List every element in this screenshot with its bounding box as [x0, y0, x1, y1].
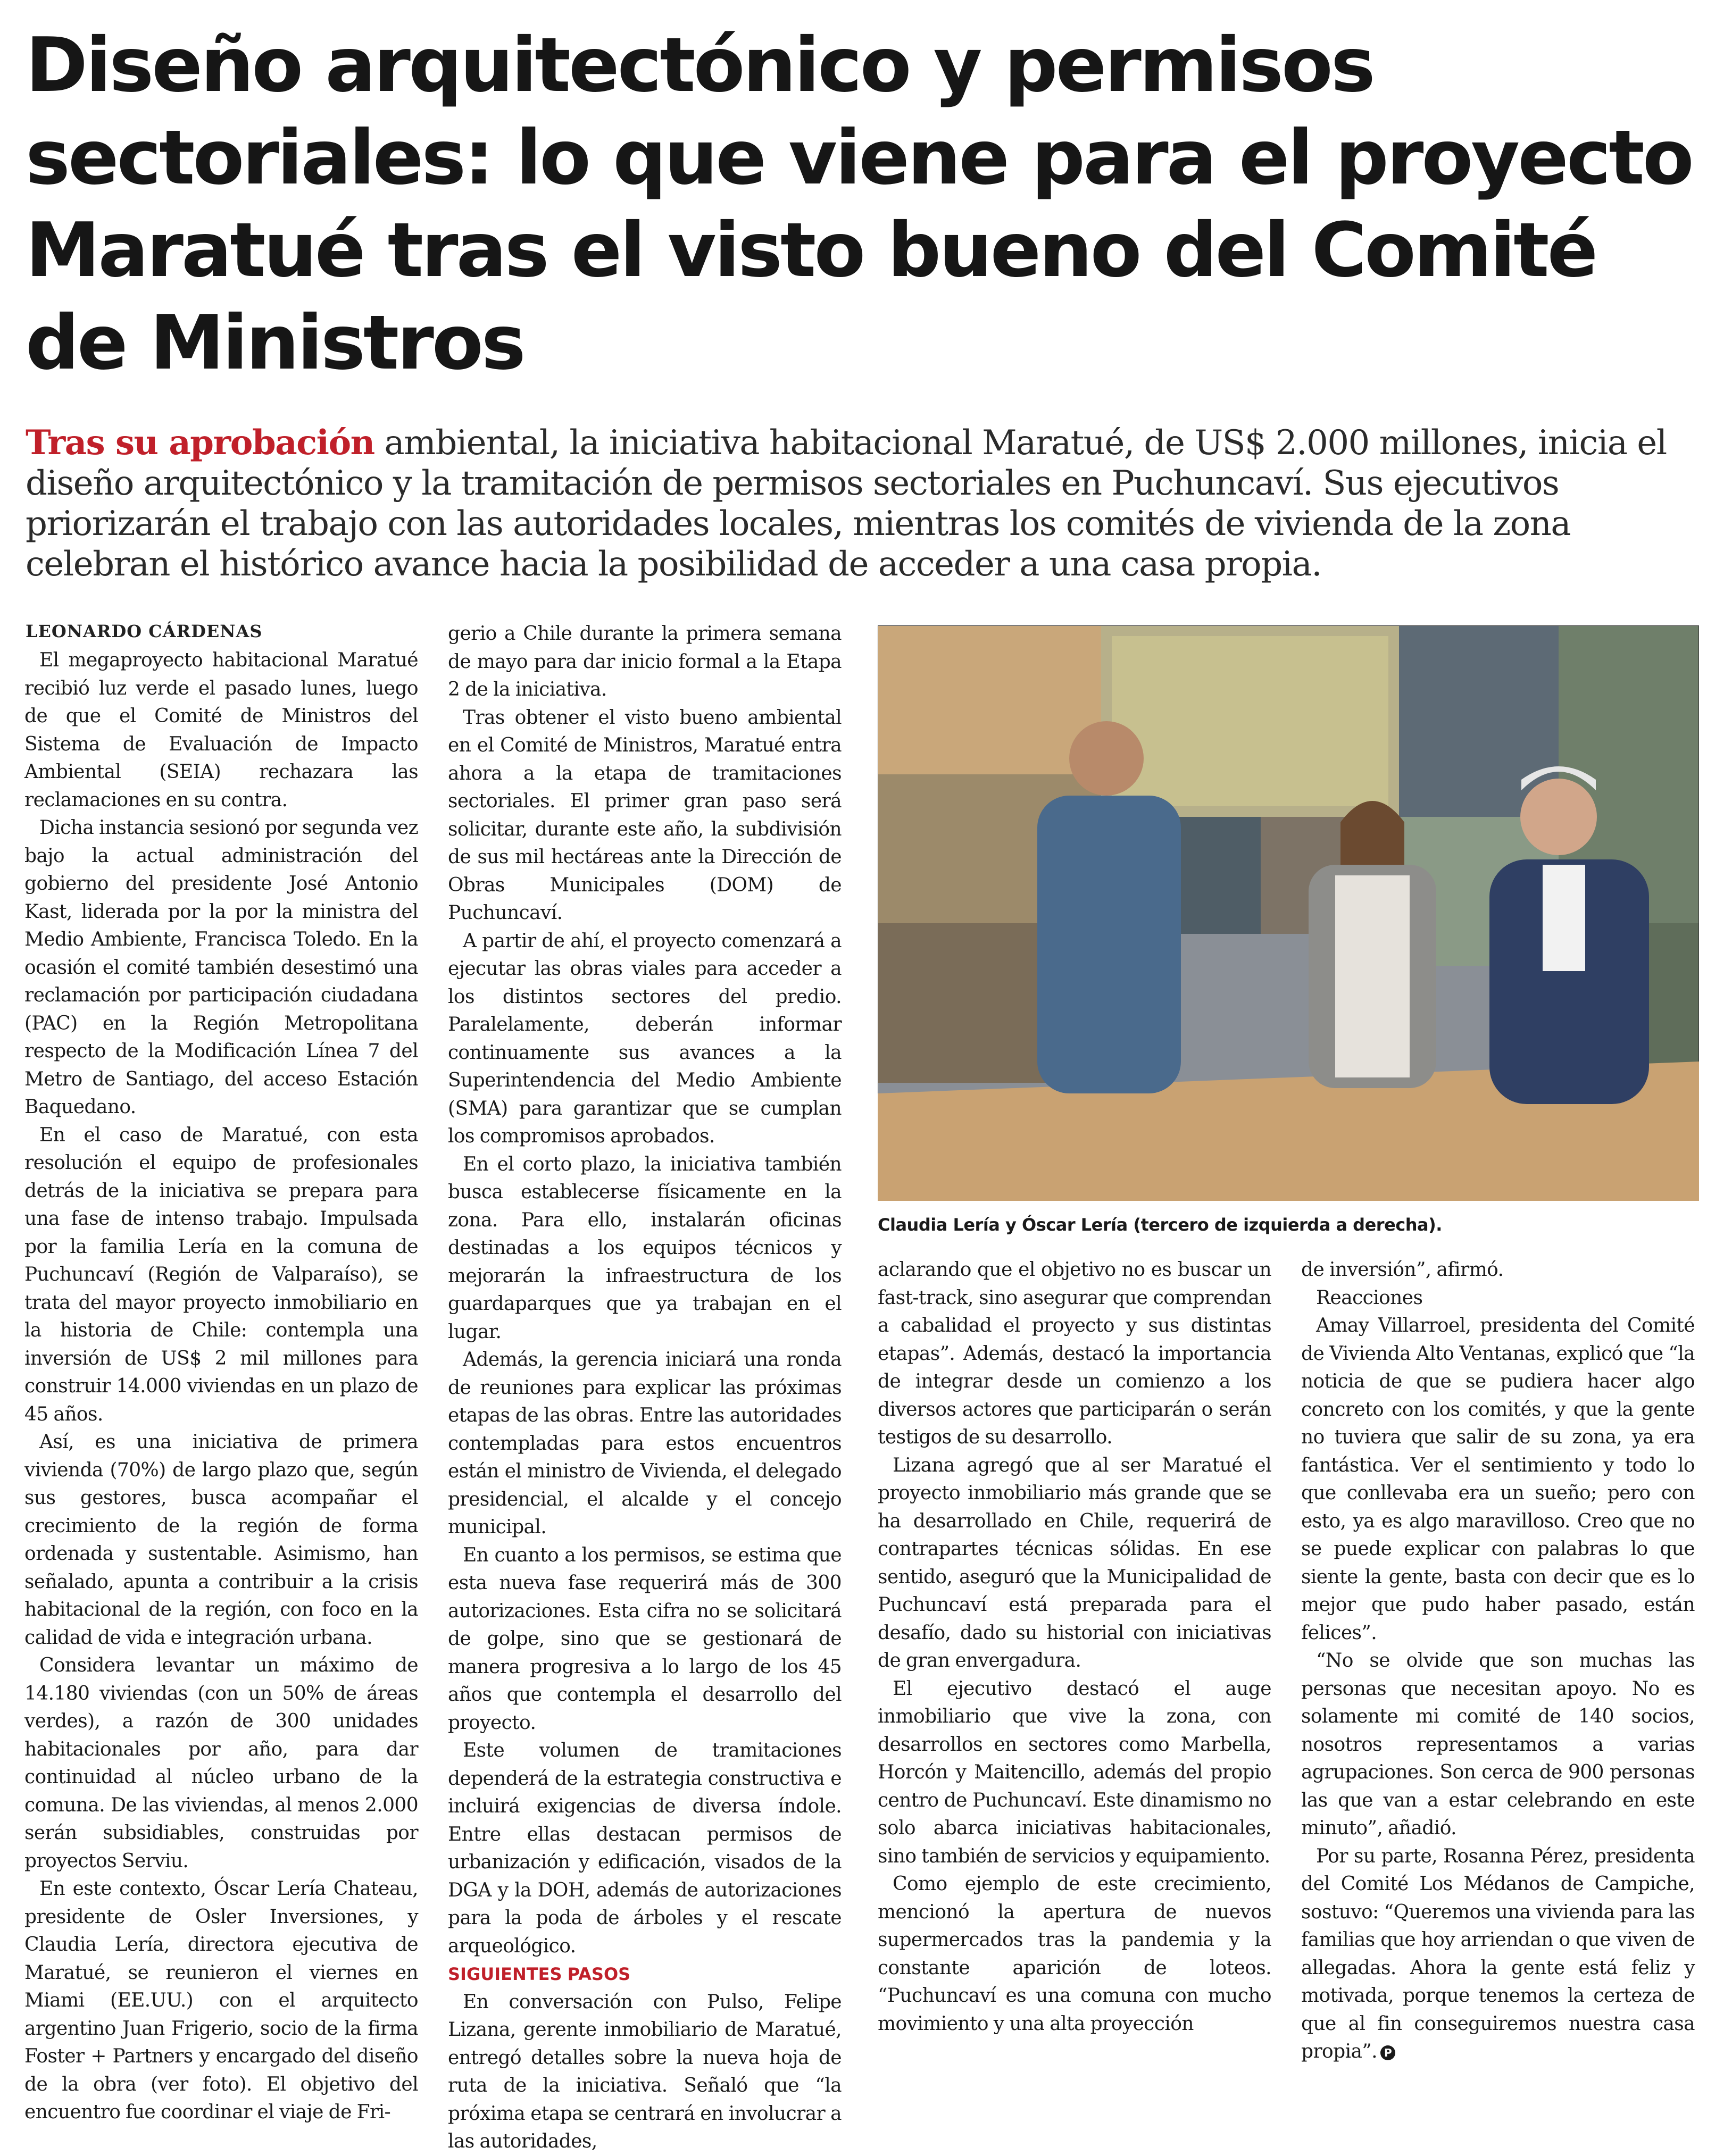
paragraph: “No se olvide que son muchas las personas que necesitan apoyo. No es solamente mi comité de 140 socios, nosotros representamos a varias agrupaciones. Son cerca de 900 personas las que van a estar celebrando en este minuto”, añadió. — [1301, 1650, 1695, 1839]
paragraph: Tras obtener el visto bueno ambiental en el Comité de Ministros, Maratué entra ahora a la etapa de tramitaciones sectoriales. El primer gran paso será solicitar, durante este año, la subdivisión de sus mil hectáreas ante la Dirección de Obras Municipales (DOM) de Puchuncaví. — [448, 706, 842, 924]
paragraph: En el corto plazo, la iniciativa también busca establecerse físicamente en la zona. Para ello, instalarán oficinas destinadas a los equipos técnicos y mejorarán la infraestructura de los guardaparques que ya trabajan en el lugar. — [448, 1153, 842, 1343]
paragraph: Lizana agregó que al ser Maratué el proyecto inmobiliario más grande que se ha desarrollado en Chile, requerirá de contrapartes técnicas sólidas. En ese sentido, aseguró que la Municipalidad de Puchuncaví está preparada para el desafío, dado su historial con iniciativas de gran envergadura. — [878, 1454, 1271, 1672]
article-column-2 — [448, 620, 842, 2152]
paragraph: gerio a Chile durante la primera semana de mayo para dar inicio formal a la Etapa 2 de la iniciativa. — [448, 623, 842, 700]
paragraph: A partir de ahí, el proyecto comenzará a ejecutar las obras viales para acceder a los distintos sectores del predio. Paralelamente, deberán informar continuamente sus avances a la Superintendencia del Medio Ambiente (SMA) para garantizar que se cumplan los compromisos aprobados. — [448, 930, 842, 1147]
lead-kicker: Tras su aprobación — [26, 423, 374, 463]
end-mark-icon: P — [1380, 2045, 1395, 2060]
headline: Diseño arquitectónico y permisos sectoriales: lo que viene para el proyecto Maratué tras el visto bueno del Comité de Ministros — [26, 22, 1692, 387]
section-label: Reacciones — [1316, 1286, 1423, 1309]
paragraph: Amay Villarroel, presidenta del Comité de Vivienda Alto Ventanas, explicó que “la noticia de que se pudiera hacer algo concreto con los comités, y que la gente no tuviera que salir de su zona, ya era fantástica. Ver el sentimiento y todo lo que conllevaba era un sueño; pero con esto, ya es algo maravilloso. Creo que no se puede explicar con palabras lo que siente la gente, basta con decir que es lo mejor que pudo haber pasado, están felices”. — [1301, 1315, 1695, 1644]
paragraph: Considera levantar un máximo de 14.180 viviendas (con un 50% de áreas verdes), a razón de 300 unidades habitacionales por año, para dar continuidad al núcleo urbano de la comuna. De las viviendas, al menos 2.000 serán subsidiables, construidas por proyectos Serviu. — [24, 1654, 418, 1872]
paragraph: El ejecutivo destacó el auge inmobiliario que vive la zona, con desarrollos en sectores como Marbella, Horcón y Maitencillo, además del propio centro de Puchuncaví. Este dinamismo no solo abarca iniciativas habitacionales, sino también de servicios y equipamiento. — [878, 1677, 1271, 1867]
paragraph: Este volumen de tramitaciones dependerá de la estrategia constructiva e incluirá exigencias de diversa índole. Entre ellas destacan permisos de urbanización y edificación, visados de la DGA y la DOH, además de autorizaciones para la poda de árboles y el rescate arqueológico. — [448, 1740, 842, 1957]
photo-caption: Claudia Lería y Óscar Lería (tercero de izquierda a derecha). — [878, 1215, 1442, 1235]
section-subhead: SIGUIENTES PASOS — [448, 1964, 631, 1984]
paragraph: Dicha instancia sesionó por segunda vez bajo la actual administración del gobierno del presidente José Antonio Kast, liderada por la por la ministra del Medio Ambiente, Francisca Toledo. En la ocasión el comité también desestimó una reclamación por participación ciudadana (PAC) en la Región Metropolitana respecto de la Modificación Línea 7 del Metro de Santiago, del acceso Estación Baquedano. — [24, 817, 418, 1118]
paragraph: Así, es una iniciativa de primera vivienda (70%) de largo plazo que, según sus gestores, busca acompañar el crecimiento de la región de forma ordenada y sustentable. Asimismo, han señalado, apunta a contribuir a la crisis habitacional de la región, con foco en la calidad de vida e integración urbana. — [24, 1431, 418, 1649]
article-column-1 — [24, 647, 418, 2123]
paragraph-final — [1301, 1843, 1695, 2066]
paragraph-text: Por su parte, Rosanna Pérez, presidenta del Comité Los Médanos de Campiche, sostuvo: “Queremos una vivienda para las familias que hoy arriendan o que viven de allegadas. Ahora la gente está feliz y motivada, porque tenemos la certeza de que al fin conseguiremos nuestra casa propia”. — [1301, 1845, 1695, 2062]
paragraph: En el caso de Maratué, con esta resolución el equipo de profesionales detrás de la iniciativa se prepara para una fase de intenso trabajo. Impulsada por la familia Lería en la comuna de Puchuncaví (Región de Valparaíso), se trata del mayor proyecto inmobiliario en la historia de Chile: contempla una inversión de US$ 2 mil millones para construir 14.000 viviendas en un plazo de 45 años. — [24, 1124, 418, 1425]
article-photo — [878, 625, 1699, 1201]
lead-text: ambiental, la iniciativa habitacional Maratué, de US$ 2.000 millones, inicia el diseño arquitectónico y la tramitación de permisos sectoriales en Puchuncaví. Sus ejecutivos priorizarán el trabajo con las autoridades locales, mientras los comités de vivienda de la zona celebran el histórico avance hacia la posibilidad de acceder a una casa propia. — [26, 423, 1667, 584]
photo-illustration — [878, 625, 1699, 1201]
lead-paragraph — [26, 423, 1706, 584]
paragraph: de inversión”, afirmó. — [1301, 1259, 1504, 1281]
paragraph: aclarando que el objetivo no es buscar un fast-track, sino asegurar que comprendan a cabalidad el proyecto y sus distintas etapas”. Además, destacó la importancia de integrar desde un comienzo a los diversos actores que participarán o serán testigos de su desarrollo. — [878, 1259, 1271, 1448]
paragraph: En conversación con Pulso, Felipe Lizana, gerente inmobiliario de Maratué, entregó detalles sobre la nueva hoja de ruta de la iniciativa. Señaló que “la próxima etapa se centrará en involucrar a las autoridades, — [448, 1991, 842, 2152]
paragraph: En cuanto a los permisos, se estima que esta nueva fase requerirá más de 300 autorizaciones. Esta cifra no se solicitará de golpe, sino que se gestionará de manera progresiva a lo largo de los 45 años que contempla el desarrollo del proyecto. — [448, 1544, 842, 1734]
paragraph: Además, la gerencia iniciará una ronda de reuniones para explicar las próximas etapas de las obras. Entre las autoridades contempladas para estos encuentros están el ministro de Vivienda, el delegado presidencial, el alcalde y el concejo municipal. — [448, 1349, 842, 1538]
paragraph: En este contexto, Óscar Lería Chateau, presidente de Osler Inversiones, y Claudia Lería, directora ejecutiva de Maratué, se reunieron el viernes en Miami (EE.UU.) con el arquitecto argentino Juan Frigerio, socio de la firma Foster + Partners y encargado del diseño de la obra (ver foto). El objetivo del encuentro fue coordinar el viaje de Fri- — [24, 1878, 418, 2123]
byline: LEONARDO CÁRDENAS — [26, 621, 263, 641]
paragraph: Como ejemplo de este crecimiento, mencionó la apertura de nuevos supermercados tras la pandemia y la constante aparición de loteos. “Puchuncaví es una comuna con mucho movimiento y una alta proyección — [878, 1873, 1271, 2035]
article-column-4 — [1301, 1256, 1695, 2062]
paragraph: El megaproyecto habitacional Maratué recibió luz verde el pasado lunes, luego de que el Comité de Ministros del Sistema de Evaluación de Impacto Ambiental (SEIA) rechazara las reclamaciones en su contra. — [24, 649, 418, 811]
article-column-3 — [878, 1256, 1271, 2035]
